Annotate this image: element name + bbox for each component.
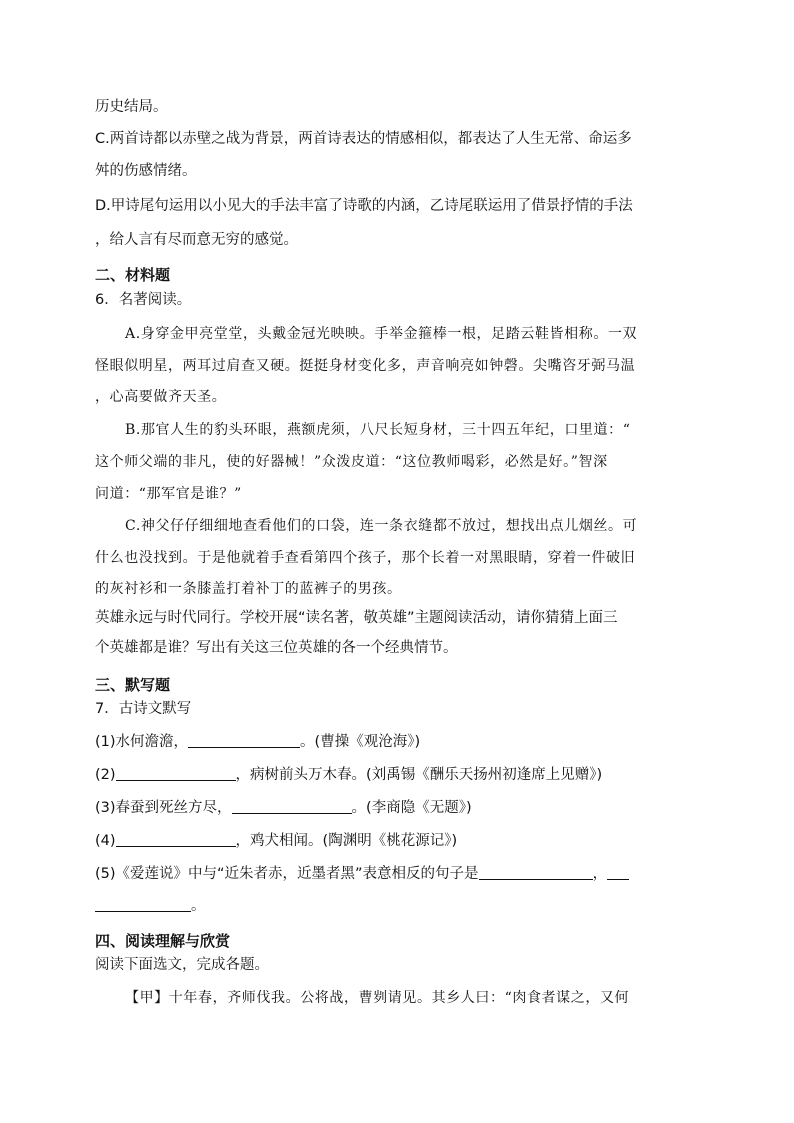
- answer-blank-4[interactable]: [116, 831, 236, 847]
- q6-passage-b-line3: 问道：“那军官是谁？”: [95, 486, 242, 502]
- answer-blank-2[interactable]: [116, 765, 236, 781]
- section-heading-materials: 二、材料题: [95, 266, 171, 284]
- q6-prompt-line2: 个英雄都是谁？写出有关这三位英雄的各一个经典情节。: [95, 640, 458, 656]
- q5-option-c-line1: C.两首诗都以赤壁之战为背景，两首诗表达的情感相似，都表达了人生无常、命运多: [95, 131, 632, 147]
- q5-option-c-continuation: 历史结局。: [95, 99, 168, 115]
- section-heading-reading: 四、阅读理解与欣赏: [95, 932, 231, 950]
- reading-passage-jia-line1: 【甲】十年春，齐师伐我。公将战，曹刿请见。其乡人曰：“肉食者谋之，又何: [125, 990, 630, 1006]
- reading-intro: 阅读下面选文，完成各题。: [95, 957, 269, 973]
- q6-prompt-line1: 英雄永远与时代同行。学校开展“读名著，敬英雄”主题阅读活动，请你猜猜上面三: [95, 610, 618, 626]
- q6-passage-b-line2: 这个师父端的非凡，使的好器械！”众泼皮道：“这位教师喝彩，必然是好。”智深: [95, 454, 608, 470]
- q6-passage-a-line2: 怪眼似明星，两耳过肩查又硬。挺挺身材变化多，声音响亮如钟磬。尖嘴咨牙弼马温: [95, 358, 636, 374]
- dictation-item-2: (2) ，病树前头万木春。(刘禹锡《酬乐天扬州初逢席上见赠》): [95, 767, 603, 783]
- q5-option-c-line2: 舛的伤感情绪。: [95, 163, 197, 179]
- q7-title: 7．古诗文默写: [95, 701, 192, 717]
- q6-passage-a-line1: A.身穿金甲亮堂堂，头戴金冠光映映。手举金箍棒一根，足踏云鞋皆相称。一双: [125, 326, 638, 342]
- dictation-item-1: (1)水何澹澹， 。(曹操《观沧海》): [95, 734, 421, 750]
- q6-passage-c-line1: C.神父仔仔细细地查看他们的口袋，连一条衣缝都不放过，想找出点儿烟丝。可: [125, 518, 638, 534]
- q6-passage-c-line3: 的灰衬衫和一条膝盖打着补丁的蓝裤子的男孩。: [95, 581, 402, 597]
- q5-option-d-line1: D.甲诗尾句运用以小见大的手法丰富了诗歌的内涵，乙诗尾联运用了借景抒情的手法: [95, 198, 633, 214]
- dictation-item-4: (4) ，鸡犬相闻。(陶渊明《桃花源记》): [95, 833, 458, 849]
- answer-blank-5b-end[interactable]: [95, 896, 191, 912]
- dictation-item-5: (5)《爱莲说》中与“近朱者赤，近墨者黑”表意相反的句子是 ，: [95, 863, 715, 885]
- q5-option-d-line2: ，给人言有尽而意无穷的感觉。: [95, 232, 298, 248]
- q6-passage-c-line2: 什么也没找到。于是他就着手查看第四个孩子，那个长着一对黑眼睛，穿着一件破旧: [95, 550, 636, 566]
- answer-blank-1[interactable]: [188, 732, 300, 748]
- dictation-item-3: (3)春蚕到死丝方尽， 。(李商隐《无题》): [95, 800, 472, 816]
- answer-blank-5a[interactable]: [479, 864, 593, 880]
- answer-blank-3[interactable]: [232, 798, 352, 814]
- q6-passage-b-line1: B.那官人生的豹头环眼，燕额虎须，八尺长短身材，三十四五年纪，口里道：“: [125, 422, 631, 438]
- q6-passage-a-line3: ，心高要做齐天圣。: [95, 389, 227, 405]
- dictation-item-5-cont: 。: [95, 895, 715, 917]
- q6-title: 6．名著阅读。: [95, 292, 192, 308]
- section-heading-dictation: 三、默写题: [95, 676, 171, 694]
- answer-blank-5b-start[interactable]: [607, 864, 629, 880]
